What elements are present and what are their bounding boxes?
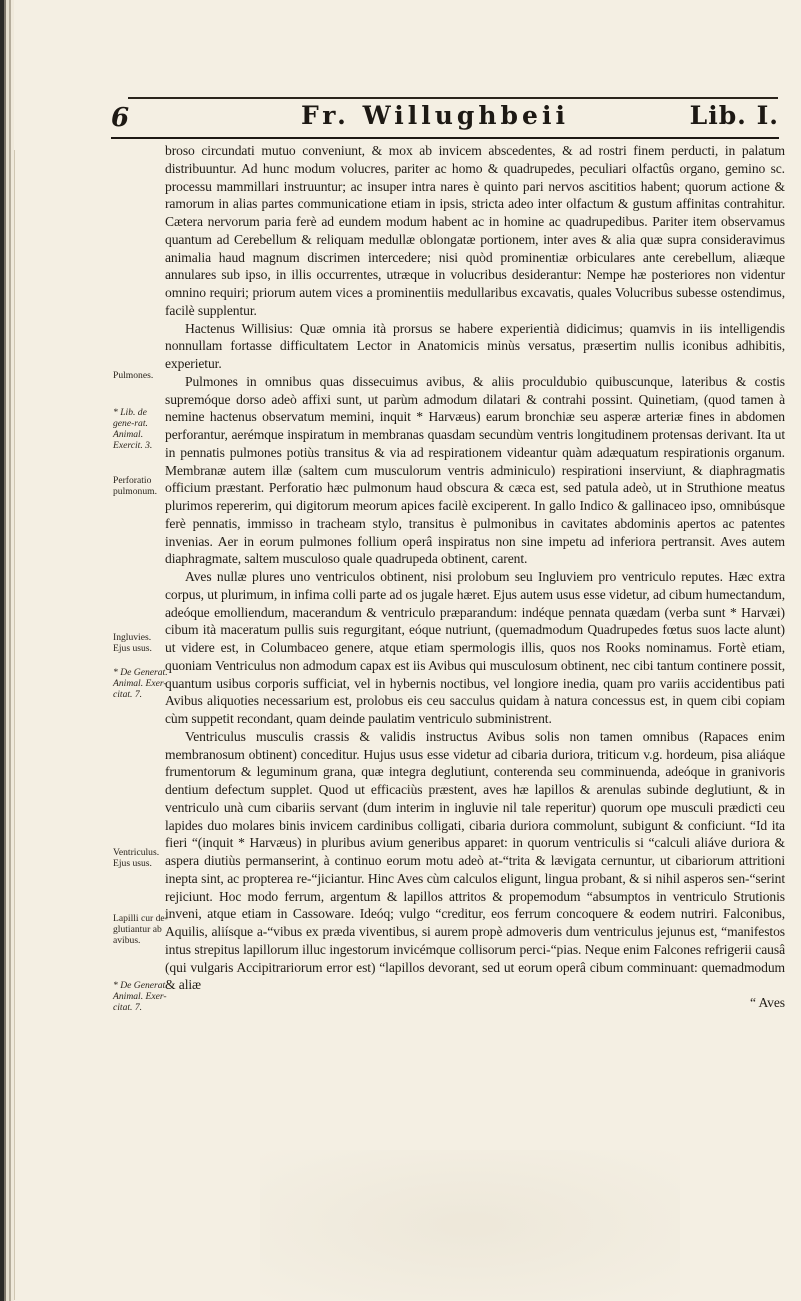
margin-note-perforatio: Perforatio pulmonum. <box>113 475 157 497</box>
top-rule <box>128 97 778 99</box>
paragraph-pulmones: Pulmones in omnibus quas dissecuimus avibus, & aliis proculdubio quibuscunque, lateribus & costis supremóque dorso adeò affixi sunt, ut parùm admodum dilatari & contrahi possint. Quinetiam, (quod tamen à nemine hactenus observatum memini, inquit * Harvæus) earum bronchiæ seu asperæ arteriæ fines in abdomen perforantur, aerémque inspiratum in membranas quasdam secundùm ventris longitudinem protensas derivant. Ita ut in pennatis pulmones potiùs transitus & via ad respirationem videantur quàm adæquatum respirationis organum. Membranæ autem illæ (saltem cum musculorum ventris adminiculo) respirationi inserviunt, & diaphragmatis officium præstant. Perforatio hæc pulmonum haud obscura & cæca est, sed patula adeò, ut in Struthione meatus plurimos repererim, qui digitorum meorum apices facilè exciperent. In gallo Indico & gallinaceo ipso, omnibúsque ferè pennatis, immisso in tracheam stylo, transitus è pulmonibus in cavitates abdominis apertos ac patentes invenias. Aer in eorum pulmones follium operâ inspiratus non sine impetu ad inferiora pertransit. Aves autem diaphragmate, saltem musculoso quale quadrupeda obtinent, carent. <box>165 373 785 567</box>
paragraph-ventriculus: Ventriculus musculis crassis & validis instructus Avibus solis non tamen omnibus (Rapaces enim membranosum obtinent) conceditur. Hujus usus esse videtur ad cibaria duriora, triticum v.g. hordeum, pisa aliáque frumentorum & leguminum grana, quæ integra deglutiunt, conterenda seu comminuenda, adeóque in granivoris dentium defectum supplet. Quod ut efficaciùs præstent, aves hæ lapillos & arenulas subinde deglutiunt, & in ventriculo unà cum cibariis servant (dum interim in ingluvie nil tale reperitur) quorum ope musculi prædicti ceu lapides duo molares binis invicem cardinibus colligati, cibaria duriora commolunt, subigunt & conficiunt. “Id ita fieri “(inquit * Harvæus) in pluribus avium generibus apparet: in quorum ventriculis si “calculi aliáve duriora & aspera diutiùs permanserint, à continuo eorum motu adeò at-“trita & lævigata cernuntur, ut cibariorum attritioni inepta sint, ac propterea re-“jiciantur. Hinc Aves cùm calculos eligunt, lingua probant, & si nihil asperos sen-“serint rejiciunt. Hoc modo ferrum, argentum & lapillos attritos & propemodum “absumptos in ventriculo Strutionis inveni, atque etiam in Cassoware. Ideóq; vulgo “creditur, eos ferrum concoquere & eodem nutriri. Falconibus, Aquilis, aliísque a-“vibus ex præda viventibus, si aurem propè admoveris dum ventriculus jejunus est, “manifestos intus strepitus lapillorum illuc ingestorum invicémque collisorum perci-“pias. Neque enim Falcones refrigerii causâ (qui vulgaris Accipitrariorum error est) “lapillos devorant, sed ut eorum operâ cibum comminuant: quemadmodum & aliæ <box>165 728 785 993</box>
margin-note-ingluvies: Ingluvies. Ejus usus. <box>113 632 152 654</box>
spine-shadow <box>14 150 19 1300</box>
paragraph-ingluvies: Aves nullæ plures uno ventriculos obtinent, nisi prolobum seu Ingluviem pro ventriculo reputes. Hæc extra corpus, ut plurimum, in infima colli parte ad os jugale hæret. Ejus autem usus esse videtur, ad cibum humectandum, adeóque emolliendum, macerandum & ventriculo præparandum: indéque pennata quædam (verba sunt * Harvæi) cibum ità maceratum pullis suis regurgitant, eóque nutriunt, (quemadmodum Quadrupedes fœtus suos lacte alunt) ut videre est, in Columbaceo genere, atque etiam spermologis illis, quos nos Rooks nominamus. Fortè etiam, quoniam Ventriculus non admodum capax est iis Avibus qui musculosum obtinent, nec cibi tantum continere possit, quantum usibus corporis sufficiat, vel in hybernis noctibus, vel longiore inedia, quam pro variis accidentibus pati Avibus aliquoties necessarium est, prolobus eis ceu sacculus quidam à natura concessus est, in quem cibi copiam cùm suppetit recondant, quam deinde paulatim ventriculo subministrent. <box>165 569 785 726</box>
running-head <box>111 101 779 137</box>
book-number: Lib. I. <box>689 101 779 130</box>
margin-note-harvey-ref-2: * De Generat. Animal. Exer-citat. 7. <box>113 667 168 700</box>
margin-note-lapilli: Lapilli cur de-glutiantur ab avibus. <box>113 913 168 946</box>
page-number: 6 <box>111 103 130 133</box>
paragraph-olfactus: broso circundati mutuo conveniunt, & mox ab invicem abscedentes, & ad rostri finem perducti, in palatum distribuuntur. Ad hunc modum volucres, pariter ac homo & quadrupedes, peculiari olfactûs organo, gemino sc. processu mammillari instruuntur; ac insuper intra nares è quinto pari nervos ascititios habent; quorum actione & ramorum in alias partes communicatione etiam in ipsis, stricta adeo inter olfactum & gustum affinitas contrahitur. Cætera nervorum paria ferè ad eundem modum habent ac in homine ac quadrupedibus. Pariter item observamus quantum ad Cerebellum & reliquam medullæ oblongatæ portionem, inter aves & alia quæ supra consideravimus animalia haud magnum discrimen intercedere; nisi quòd prominentiæ orbiculares ante cerebellum, aliæque annulares sub ipso, in illis occurrentes, utræque in volucribus desiderantur: Nempe hæ posteriores non videntur omnino requiri; priorum autem vices a prominentiis medullaribus excavatis, quales Volucribus subesse ostendimus, facilè supplentur. <box>165 143 785 318</box>
paper-stain <box>260 1150 680 1300</box>
body-text <box>165 142 785 1012</box>
running-title: Fr. Willughbeii <box>301 101 569 130</box>
header-rule <box>111 137 779 139</box>
margin-note-harvey-ref-3: * De Generat. Animal. Exer-citat. 7. <box>113 980 168 1013</box>
page-gutter-edge <box>0 0 14 1301</box>
margin-note-harvey-ref-1: * Lib. de gene-rat. Animal. Exercit. 3. <box>113 407 153 451</box>
margin-note-pulmones: Pulmones. <box>113 370 154 381</box>
catchword: “ Aves <box>749 995 785 1010</box>
margin-note-ventriculus: Ventriculus. Ejus usus. <box>113 847 160 869</box>
paragraph-willisius: Hactenus Willisius: Quæ omnia ità prorsus se habere experientià didicimus; quamvis in iis intelligendis nonnullam fortasse difficultatem Lector in Anatomicis minùs versatus, præsertim nullis iconibus adhibitis, experietur. <box>165 320 785 371</box>
